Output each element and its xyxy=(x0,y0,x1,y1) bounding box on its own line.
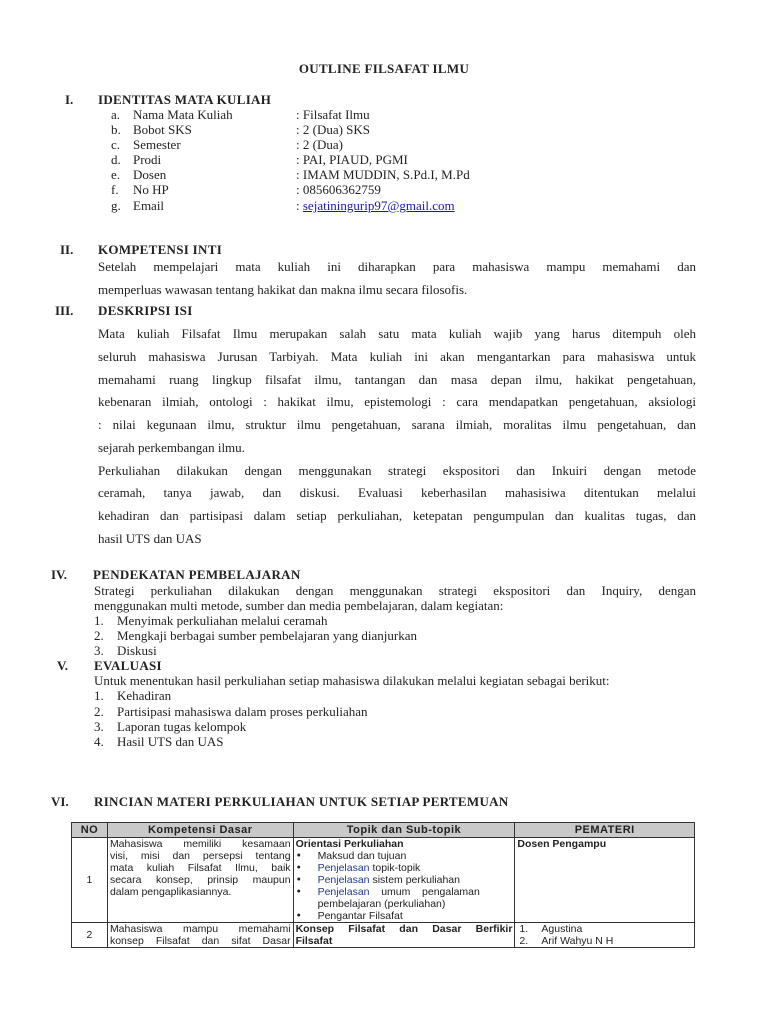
topik-bullet: ● Penjelasan umum pengalaman xyxy=(296,886,513,898)
kompetensi-line: konsep Filsafat dan sifat Dasar xyxy=(109,935,291,947)
paragraph-line: seluruh mahasiswa Jurusan Tarbiyah. Mata kuliah ini akan mengantarkan para mahasiswa untuk xyxy=(98,349,696,364)
identity-letter: e. xyxy=(111,167,121,182)
list-item: Menyimak perkuliahan melalui ceramah xyxy=(117,613,328,628)
identity-letter: b. xyxy=(111,122,121,137)
identity-value: : 085606362759 xyxy=(296,182,381,197)
topik-bullet: ● Penjelasan sistem perkuliahan xyxy=(296,874,513,886)
identity-label: Email xyxy=(133,198,165,213)
row-number: 1 xyxy=(72,838,108,923)
list-number: 1. xyxy=(94,613,104,628)
table-header-row xyxy=(72,823,695,838)
identity-label: No HP xyxy=(133,182,169,197)
section-3-number: III. xyxy=(55,303,74,318)
identity-letter: a. xyxy=(111,107,121,122)
section-2-number: II. xyxy=(60,242,74,257)
table-row xyxy=(72,923,695,948)
identity-label: Dosen xyxy=(133,167,167,182)
paragraph-line: Mata kuliah Filsafat Ilmu merupakan salah satu mata kuliah wajib yang harus ditempuh oleh xyxy=(98,326,696,341)
paragraph-line: Strategi perkuliahan dilakukan dengan menggunakan strategi ekspositori dan Inquiry, dengan xyxy=(94,583,696,598)
paragraph-line: Setelah mempelajari mata kuliah ini diharapkan para mahasiswa mampu memahami dan xyxy=(98,259,696,274)
materi-table xyxy=(71,822,695,948)
paragraph-line: Untuk menentukan hasil perkuliahan setiap mahasiswa dilakukan melalui kegiatan sebagai berikut: xyxy=(94,673,610,688)
paragraph-line: kehadiran dan partisipasi dalam setiap perkuliahan, ketepatan pengumpulan dan kualitas tugas, dan xyxy=(98,508,696,523)
list-item: Mengkaji berbagai sumber pembelajaran yang dianjurkan xyxy=(117,628,417,643)
section-2-heading: KOMPETENSI INTI xyxy=(98,242,223,257)
column-header-no: NO xyxy=(72,823,108,838)
topik-bullet-continuation: pembelajaran (perkuliahan) xyxy=(317,898,446,910)
paragraph-line: menggunakan multi metode, sumber dan media pembelajaran, dalam kegiatan: xyxy=(94,598,504,613)
email-prefix: : xyxy=(296,198,303,213)
pemateri-item: 1. Agustina xyxy=(519,923,583,935)
topik-cell xyxy=(293,923,515,948)
section-4-heading: PENDEKATAN PEMBELAJARAN xyxy=(93,567,301,582)
list-item: Diskusi xyxy=(117,643,157,658)
row-number: 2 xyxy=(72,923,108,948)
pemateri-cell xyxy=(515,923,695,948)
identity-value xyxy=(296,198,455,214)
column-header-kompetensi: Kompetensi Dasar xyxy=(107,823,293,838)
section-6-number: VI. xyxy=(51,794,69,809)
paragraph-line: ceramah, tanya jawab, dan diskusi. Evaluasi keberhasilan mahasisiwa ditentukan melalui xyxy=(98,485,696,500)
column-header-topik: Topik dan Sub-topik xyxy=(293,823,515,838)
identity-letter: g. xyxy=(111,198,121,213)
section-5-number: V. xyxy=(57,658,68,673)
identity-label: Prodi xyxy=(133,152,162,167)
paragraph-line: Perkuliahan dilakukan dengan menggunakan strategi ekspositori dan Inkuiri dengan metode xyxy=(98,463,696,478)
list-item: Laporan tugas kelompok xyxy=(117,719,247,734)
identity-letter: d. xyxy=(111,152,121,167)
kompetensi-cell xyxy=(107,838,293,923)
email-link[interactable]: sejatiningurip97@gmail.com xyxy=(302,198,455,213)
topik-bullet: ● Pengantar Filsafat xyxy=(296,910,513,922)
list-item: Partisipasi mahasiswa dalam proses perkuliahan xyxy=(117,704,368,719)
table-row xyxy=(72,838,695,923)
kompetensi-line: dalam pengaplikasiannya. xyxy=(109,886,232,898)
kompetensi-line: visi, misi dan persepsi tentang xyxy=(109,850,291,862)
paragraph-line: kebenaran ilmiah, ontologi : hakikat ilmu, epistemologi : cara mendapatkan pengetahuan, aksiologi xyxy=(98,394,696,409)
kompetensi-line: Mahasiswa memiliki kesamaan xyxy=(109,838,291,850)
paragraph-line: : nilai kegunaan ilmu, struktur ilmu pengetahuan, sarana ilmiah, moralitas ilmu pengetahuan, dan xyxy=(98,417,696,432)
topik-bullet: ● Maksud dan tujuan xyxy=(296,850,513,862)
document-title: OUTLINE FILSAFAT ILMU xyxy=(298,61,470,76)
section-3-heading: DESKRIPSI ISI xyxy=(98,303,193,318)
topik-line: Filsafat xyxy=(295,935,333,947)
paragraph-line: memperluas wawasan tentang hakikat dan makna ilmu secara filosofis. xyxy=(98,282,468,297)
section-1-heading: IDENTITAS MATA KULIAH xyxy=(98,92,272,107)
identity-value: : 2 (Dua) xyxy=(296,137,343,152)
list-number: 3. xyxy=(94,719,104,734)
pemateri-item: 2. Arif Wahyu N H xyxy=(519,935,614,947)
identity-label: Semester xyxy=(133,137,181,152)
column-header-pemateri: PEMATERI xyxy=(515,823,695,838)
list-item: Hasil UTS dan UAS xyxy=(117,734,224,749)
topik-line: Konsep Filsafat dan Dasar Berfikir xyxy=(295,923,513,935)
list-number: 1. xyxy=(94,688,104,703)
section-4-number: IV. xyxy=(51,567,68,582)
list-number: 3. xyxy=(94,643,104,658)
paragraph-line: memahami ruang lingkup filsafat ilmu, tantangan dan masa depan ilmu, hakikat pengetahuan, xyxy=(98,372,696,387)
topik-title: Orientasi Perkuliahan xyxy=(295,838,404,850)
topik-cell xyxy=(293,838,515,923)
pemateri-cell: Dosen Pengampu xyxy=(515,838,695,923)
list-number: 4. xyxy=(94,734,104,749)
section-5-heading: EVALUASI xyxy=(94,658,162,673)
kompetensi-cell xyxy=(107,923,293,948)
kompetensi-line: secara konsep, prinsip maupun xyxy=(109,874,291,886)
list-number: 2. xyxy=(94,628,104,643)
kompetensi-line: mata kuliah Filsafat Ilmu, baik xyxy=(109,862,291,874)
identity-label: Bobot SKS xyxy=(133,122,192,137)
section-6-heading: RINCIAN MATERI PERKULIAHAN UNTUK SETIAP PERTEMUAN xyxy=(94,794,509,809)
identity-label: Nama Mata Kuliah xyxy=(133,107,233,122)
topik-bullet: ● Penjelasan topik-topik xyxy=(296,862,513,874)
section-1-number: I. xyxy=(65,92,74,107)
identity-letter: c. xyxy=(111,137,121,152)
paragraph-line: hasil UTS dan UAS xyxy=(98,531,202,546)
paragraph-line: sejarah perkembangan ilmu. xyxy=(98,440,245,455)
identity-value: : PAI, PIAUD, PGMI xyxy=(296,152,408,167)
list-number: 2. xyxy=(94,704,104,719)
identity-value: : Filsafat Ilmu xyxy=(296,107,370,122)
list-item: Kehadiran xyxy=(117,688,172,703)
identity-value: : IMAM MUDDIN, S.Pd.I, M.Pd xyxy=(296,167,470,182)
identity-value: : 2 (Dua) SKS xyxy=(296,122,371,137)
identity-letter: f. xyxy=(111,182,119,197)
kompetensi-line: Mahasiswa mampu memahami xyxy=(109,923,291,935)
